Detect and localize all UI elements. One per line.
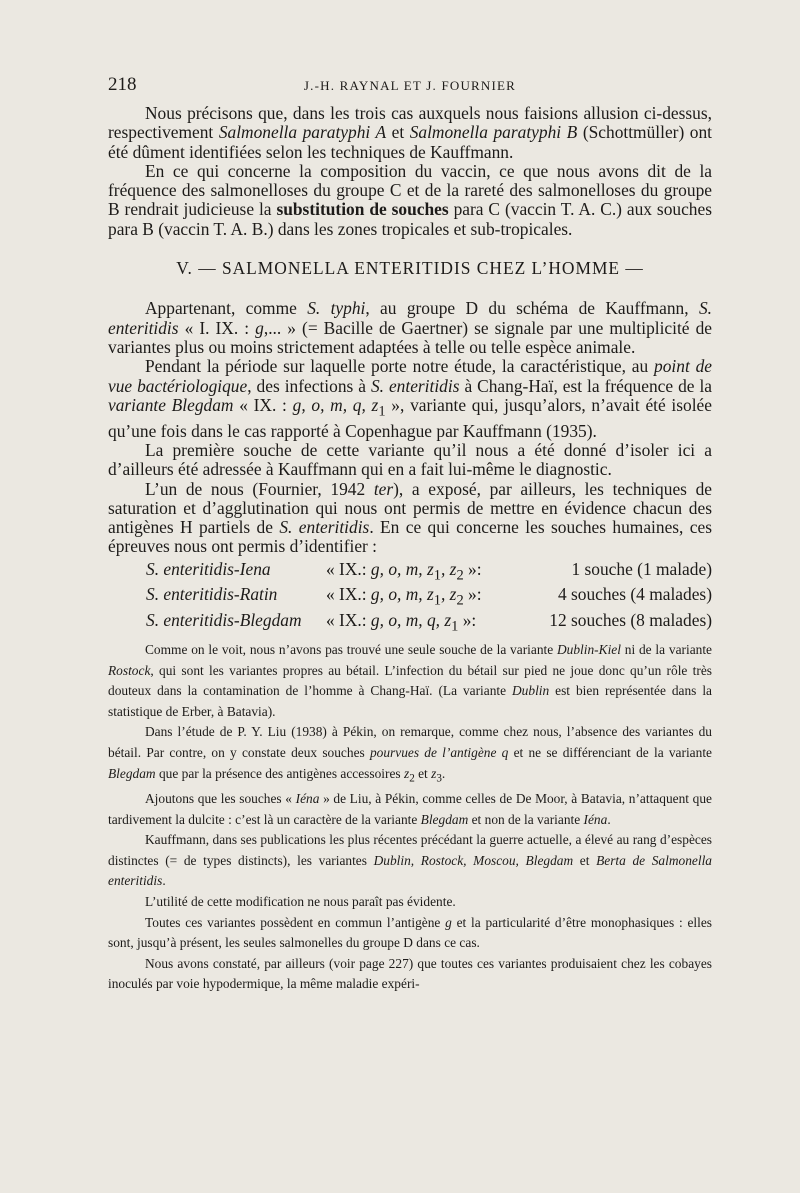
serotype-name: S. enteritidis-Blegdam [146, 609, 302, 630]
note-paragraph: Kauffmann, dans ses publications les plus récentes précédant la guerre actuelle, a élevé au rang d’espèces distinctes (= de types distincts), les variantes Dublin, Rostock, Moscou, Blegdam et Berta de Salmonella enteritidis. [108, 832, 712, 889]
running-head: J.-H. RAYNAL ET J. FOURNIER [303, 78, 517, 93]
paragraph-blegdam-frequency: Pendant la période sur laquelle porte notre étude, la caractéristique, au point de vue bactériologique, des infections à S. enteritidis à Chang-Haï, est la fréquence de la variante Blegdam « IX. : g, o, m, q, $z_1$ », variante qui, jusqu’alors, n’avait été isolée qu’une fois dans le cas rapporté à Copenhague par Kauffmann (1935). [108, 356, 713, 441]
note-paragraph: Ajoutons que les souches « Iéna » de Liu, à Pékin, comme celles de De Moor, à Batavia, n’attaquent que tardivement la dulcite : c’est là un caractère de la variante Blegdam et non de la variante Iéna. [108, 790, 712, 827]
note-paragraph: Comme on le voit, nous n’avons pas trouvé une seule souche de la variante Dublin-Kiel ni de la variante Rostock, qui sont les variantes propres au bétail. L’infection du bétail sur pied ne joue donc qu’un rôle très douteux dans la contamination de l’homme à Chang-Haï. (La variante Dublin est bien représentée dans la statistique de Erber, à Batavia). [108, 642, 712, 719]
page-header [108, 74, 712, 98]
main-text [108, 104, 712, 995]
serotype-row [108, 611, 712, 636]
paragraph-techniques: L’un de nous (Fournier, 1942 ter), a exposé, par ailleurs, les techniques de saturation et d’agglutination qui nous ont permis de mettre en évidence chacun des antigènes H partiels de S. enteritidis. En ce qui concerne les souches humaines, ces épreuves nous ont permis d’identifier : [108, 478, 712, 557]
paragraph-vaccine-identification: Nous précisons que, dans les trois cas auxquels nous faisions allusion ci-dessus, respectivement Salmonella paratyphi A et Salmonella paratyphi B (Schottmüller) ont été dûment identifiées selon les techniques de Kauffmann. [108, 103, 713, 162]
serotype-name: S. enteritidis-Iena [146, 558, 271, 579]
serotype-count: 4 souches (4 malades) [557, 584, 712, 605]
serotype-row [108, 585, 712, 610]
serotype-list [108, 560, 712, 636]
small-print-notes [108, 640, 712, 995]
note-paragraph: Toutes ces variantes possèdent en commun l’antigène g et la particularité d’être monophasiques : elles sont, jusqu’à présent, les seules salmonelles du groupe D dans ce cas. [108, 914, 712, 951]
paragraph-enteritidis-intro: Appartenant, comme S. typhi, au groupe D du schéma de Kauffmann, S. enteritidis « I. IX. : g,... » (= Bacille de Gaertner) se signale par une multiplicité de variantes plus ou moins strictement adaptées à telle ou telle espèce animale. [108, 298, 712, 357]
serotype-count: 1 souche (1 malade) [571, 558, 712, 579]
serotype-row [108, 560, 712, 585]
section-title: V. — SALMONELLA ENTERITIDIS CHEZ L’HOMME — [176, 258, 644, 279]
note-paragraph: Nous avons constaté, par ailleurs (voir page 227) que toutes ces variantes produisaient chez les cobayes inoculés par voie hypodermique, la même maladie expéri- [108, 955, 712, 992]
serotype-formula: « IX.: g, o, m, q, $z_1$ »: [326, 609, 477, 635]
serotype-formula: « IX.: g, o, m, $z_1$, $z_2$ »: [326, 558, 482, 584]
paragraph-vaccine-composition: En ce qui concerne la composition du vaccin, ce que nous avons dit de la fréquence des salmonelloses du groupe C et de la rareté des salmonelloses du groupe B rendrait judicieuse la substitution de souches para C (vaccin T. A. C.) aux souches para B (vaccin T. A. B.) dans les zones tropicales et sub-tropicales. [108, 160, 712, 239]
page-number: 218 [108, 74, 137, 95]
note-paragraph: L’utilité de cette modification ne nous paraît pas évidente. [145, 893, 456, 909]
serotype-count: 12 souches (8 malades) [549, 609, 712, 630]
serotype-name: S. enteritidis-Ratin [146, 584, 278, 605]
note-paragraph: Dans l’étude de P. Y. Liu (1938) à Pékin, on remarque, comme chez nous, l’absence des variantes du bétail. Par contre, on y constate deux souches pourvues de l’antigène q et ne se différenciant de la variante Blegdam que par la présence des antigènes accessoires $z_2$ et $z_3$. [108, 724, 712, 785]
serotype-formula: « IX.: g, o, m, $z_1$, $z_2$ »: [326, 584, 482, 609]
paragraph-first-strain: La première souche de cette variante qu’il nous a été donné d’isoler ici a d’ailleurs été adressée à Kauffmann qui en a fait lui-même le diagnostic. [108, 439, 712, 480]
